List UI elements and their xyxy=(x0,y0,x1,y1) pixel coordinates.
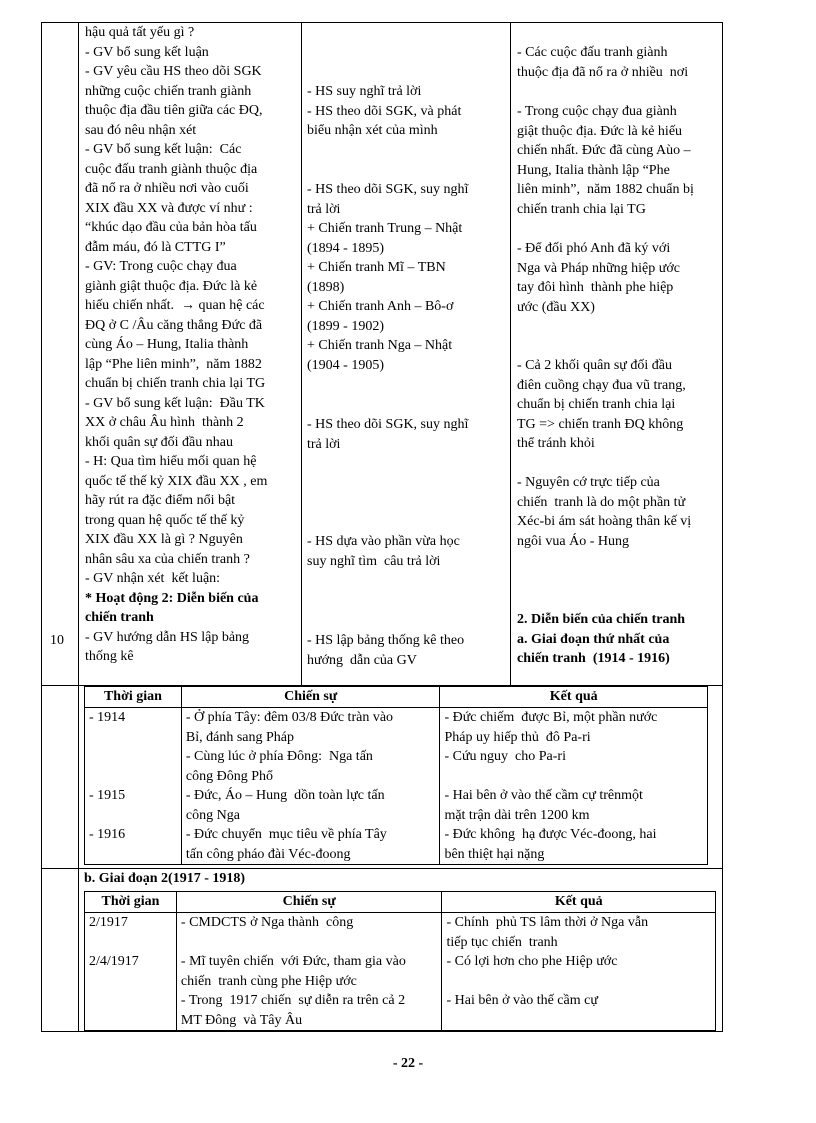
table-row xyxy=(85,786,708,825)
student-line: biểu nhận xét của mình xyxy=(307,123,438,138)
cell-line xyxy=(89,991,172,1011)
student-line: - HS theo dõi SGK, suy nghĩ xyxy=(307,417,469,432)
column-divider xyxy=(78,869,79,1031)
page-number: - 22 - xyxy=(392,1056,424,1071)
cell-result xyxy=(442,913,716,953)
cell-line: - Cứu nguy cho Pa-ri xyxy=(444,749,566,764)
content-line: - Để đối phó Anh đã ký với xyxy=(517,241,671,256)
header-result: Kết quả xyxy=(442,892,716,913)
cell-line: - Hai bên ở vào thế cầm cự xyxy=(446,993,598,1008)
teacher-line: “khúc dạo đầu của bản hòa tấu xyxy=(85,220,257,235)
column-divider xyxy=(301,23,302,685)
student-line: (1904 - 1905) xyxy=(307,357,384,373)
student-activity-block xyxy=(307,180,507,375)
content-line: Hung, Italia thành lập “Phe xyxy=(517,162,670,178)
cell-event xyxy=(181,708,440,748)
teacher-line: - GV bổ sung kết luận: Đầu TK xyxy=(85,395,265,411)
cell-line xyxy=(89,972,172,992)
teacher-line: cuộc đấu tranh giành thuộc địa xyxy=(85,161,258,177)
cell-line xyxy=(89,1011,172,1031)
teacher-tail-2: thống kê xyxy=(85,649,134,664)
cell-line: tiếp tục chiến tranh xyxy=(446,934,558,950)
student-line: + Chiến tranh Mĩ – TBN xyxy=(307,260,446,275)
subsection-b-title: b. Giai đoạn 2(1917 - 1918) xyxy=(84,871,246,886)
cell-event xyxy=(181,786,440,825)
cell-line: - Đức không hạ được Véc-đoong, hai xyxy=(444,827,657,842)
teacher-line: khối quân sự đối đầu nhau xyxy=(85,434,233,450)
teacher-line: đẫm máu, đó là CTTG I” xyxy=(85,239,226,255)
student-line: (1894 - 1895) xyxy=(307,240,384,256)
cell-line: 2/4/1917 xyxy=(89,954,139,969)
teacher-tail-1: - GV hướng dẫn HS lập bảng xyxy=(85,629,250,645)
cell-event xyxy=(176,913,442,953)
teacher-line: sau đó nêu nhận xét xyxy=(85,122,197,138)
content-block xyxy=(517,356,727,454)
cell-time xyxy=(85,786,182,825)
table-row xyxy=(85,913,716,953)
cell-line: MT Đông và Tây Âu xyxy=(180,1012,303,1028)
content-line: điên cuồng chạy đua vũ trang, xyxy=(517,377,686,393)
cell-line: - 1914 xyxy=(89,710,126,725)
row-number: 10 xyxy=(50,633,64,648)
content-line: chiến nhất. Đức đã cùng Aùo – xyxy=(517,143,691,158)
cell-line: - Cùng lúc ở phía Đông: Nga tấn xyxy=(185,749,373,764)
teacher-line: chuẩn bị chiến tranh chia lại TG xyxy=(85,376,266,391)
content-line: chiến tranh chia lại TG xyxy=(517,201,646,217)
cell-result xyxy=(442,991,716,1031)
cell-line xyxy=(446,1011,711,1031)
content-line: ngôi vua Áo - Hung xyxy=(517,533,629,549)
cell-line: Pháp uy hiếp thủ đô Pa-ri xyxy=(444,729,591,745)
cell-time xyxy=(85,913,177,953)
header-events: Chiến sự xyxy=(176,892,442,913)
teacher-activity-column xyxy=(85,23,298,667)
table-row xyxy=(85,825,708,865)
activity-title: * Hoạt động 2: Diễn biến của xyxy=(85,590,259,606)
student-line: + Chiến tranh Anh – Bô-ơ xyxy=(307,299,454,314)
student-line: - HS theo dõi SGK, suy nghĩ xyxy=(307,182,469,197)
cell-line: - Trong 1917 chiến sự diễn ra trên cả 2 xyxy=(180,993,406,1008)
lesson-table xyxy=(41,22,723,686)
content-line: liên minh”, năm 1882 chuẩn bị xyxy=(517,182,694,197)
cell-line xyxy=(89,933,172,953)
cell-line: - Đức, Áo – Hung dồn toàn lực tấn xyxy=(185,788,385,803)
cell-line: mặt trận dài trên 1200 km xyxy=(444,807,590,823)
cell-line: Bỉ, đánh sang Pháp xyxy=(185,729,294,745)
cell-line xyxy=(89,728,177,748)
cell-line xyxy=(89,767,177,787)
student-activity-block xyxy=(307,415,507,454)
teacher-line: đã nổ ra ở nhiều nơi vào cuối xyxy=(85,181,249,196)
column-divider xyxy=(78,686,79,868)
column-divider xyxy=(78,23,79,685)
teacher-line: ĐQ ở C /Âu căng thẳng Đức đã xyxy=(85,317,263,333)
teacher-line: - GV bổ sung kết luận xyxy=(85,44,209,60)
cell-time xyxy=(85,747,182,786)
teacher-line: cùng Áo – Hung, Italia thành xyxy=(85,337,249,352)
teacher-line: quốc tế thế kỷ XIX đầu XX , em xyxy=(85,473,268,489)
cell-line xyxy=(181,933,438,953)
teacher-line: những cuộc chiến tranh giành xyxy=(85,83,252,99)
content-block xyxy=(517,239,727,317)
cell-line: - CMDCTS ở Nga thành công xyxy=(180,915,354,930)
cell-line: - 1916 xyxy=(89,827,126,842)
content-line: TG => chiến tranh ĐQ không xyxy=(517,416,684,432)
subsection-a-title-cont: chiến tranh (1914 - 1916) xyxy=(517,651,670,666)
subsection-a-title: a. Giai đoạn thứ nhất của xyxy=(517,632,670,647)
phase-two-table xyxy=(84,891,716,1031)
content-line: thuộc địa đã nổ ra ở nhiều nơi xyxy=(517,64,689,80)
content-line: Nga và Pháp những hiệp ước xyxy=(517,260,680,276)
cell-line: công Đông Phổ xyxy=(185,768,273,784)
teacher-line: hãy rút ra đặc điểm nổi bật xyxy=(85,493,236,508)
cell-line: - Hai bên ở vào thế cầm cự trênmột xyxy=(444,788,643,803)
header-time: Thời gian xyxy=(85,892,177,913)
teacher-line: trong quan hệ quốc tế thế kỷ xyxy=(85,512,245,528)
column-divider xyxy=(510,23,511,685)
content-line: - Các cuộc đấu tranh giành xyxy=(517,45,668,60)
teacher-line: XIX đầu XX là gì ? Nguyên xyxy=(85,532,243,547)
content-block xyxy=(517,473,727,551)
table-row xyxy=(85,952,716,991)
teacher-line: giành giật thuộc địa. Đức là kẻ xyxy=(85,278,258,294)
header-time: Thời gian xyxy=(85,687,182,708)
cell-time xyxy=(85,825,182,865)
teacher-line: - GV yêu cầu HS theo dõi SGK xyxy=(85,64,262,79)
cell-line xyxy=(444,767,703,787)
cell-line xyxy=(89,806,177,826)
content-block xyxy=(517,102,727,219)
table-row xyxy=(85,747,708,786)
student-line: trả lời xyxy=(307,201,341,217)
student-line: - HS dựa vào phần vừa học xyxy=(307,534,460,549)
content-line: Xéc-bi ám sát hoàng thân kế vị xyxy=(517,514,692,529)
teacher-line: lập “Phe liên minh”, năm 1882 xyxy=(85,356,262,372)
cell-line: tấn công pháo đài Véc-đoong xyxy=(185,846,351,862)
content-line: giật thuộc địa. Đức là kẻ hiếu xyxy=(517,123,683,139)
cell-line: - Đức chuyển mục tiêu về phía Tây xyxy=(185,827,387,842)
cell-line: - Chính phủ TS lâm thời ở Nga vẫn xyxy=(446,915,649,930)
cell-line: bên thiệt hại nặng xyxy=(444,846,545,862)
content-line: chuẩn bị chiến tranh chia lại xyxy=(517,397,676,412)
cell-event xyxy=(181,825,440,865)
teacher-line: nhân sâu xa của chiến tranh ? xyxy=(85,551,250,567)
teacher-line: XX ở châu Âu hình thành 2 xyxy=(85,415,244,430)
cell-event xyxy=(181,747,440,786)
section-title: 2. Diễn biến của chiến tranh xyxy=(517,612,686,627)
cell-result xyxy=(440,825,708,865)
teacher-line: hậu quả tất yếu gì ? xyxy=(85,25,195,40)
student-line: + Chiến tranh Nga – Nhật xyxy=(307,338,453,353)
cell-line: - Có lợi hơn cho phe Hiệp ước xyxy=(446,954,618,969)
cell-line xyxy=(89,845,177,865)
cell-time xyxy=(85,708,182,748)
student-activity-block xyxy=(307,631,507,670)
teacher-line: thuộc địa đầu tiên giữa các ĐQ, xyxy=(85,103,263,118)
student-line: hướng dẫn của GV xyxy=(307,652,417,668)
cell-line: - Ở phía Tây: đêm 03/8 Đức tràn vào xyxy=(185,710,394,725)
cell-line: công Nga xyxy=(185,807,240,823)
student-line: + Chiến tranh Trung – Nhật xyxy=(307,221,463,236)
phase-one-table xyxy=(84,686,708,865)
cell-event xyxy=(176,952,442,991)
cell-line: chiến tranh cùng phe Hiệp ước xyxy=(180,973,357,989)
content-line: - Cả 2 khối quân sự đối đầu xyxy=(517,358,672,373)
cell-result xyxy=(442,952,716,991)
cell-event xyxy=(176,991,442,1031)
student-line: - HS theo dõi SGK, và phát xyxy=(307,103,462,119)
activity-title-cont: chiến tranh xyxy=(85,610,154,625)
cell-line: - 1915 xyxy=(89,788,126,803)
teacher-line: - GV nhận xét kết luận: xyxy=(85,571,221,586)
content-line: ước (đầu XX) xyxy=(517,299,595,315)
student-line: - HS lập bảng thống kê theo xyxy=(307,633,465,648)
cell-line: 2/1917 xyxy=(89,915,128,930)
content-block xyxy=(517,43,727,82)
student-line: (1898) xyxy=(307,279,345,295)
student-activity-block xyxy=(307,82,507,141)
teacher-line: - GV: Trong cuộc chạy đua xyxy=(85,259,237,274)
header-events: Chiến sự xyxy=(181,687,440,708)
cell-line: - Đức chiếm được Bỉ, một phần nước xyxy=(444,710,658,725)
cell-result xyxy=(440,708,708,748)
teacher-lines xyxy=(85,23,298,589)
header-result: Kết quả xyxy=(440,687,708,708)
cell-time xyxy=(85,991,177,1031)
teacher-line: - H: Qua tìm hiểu mối quan hệ xyxy=(85,454,257,469)
cell-result xyxy=(440,786,708,825)
student-line: suy nghĩ tìm câu trả lời xyxy=(307,553,441,569)
table-row xyxy=(85,708,708,748)
content-line: - Trong cuộc chạy đua giành xyxy=(517,104,677,119)
cell-time xyxy=(85,952,177,991)
student-line: trả lời xyxy=(307,436,341,452)
cell-line xyxy=(89,747,177,767)
content-line: - Nguyên cớ trực tiếp của xyxy=(517,475,660,490)
content-line: thể tránh khỏi xyxy=(517,436,595,451)
cell-line: - Mĩ tuyên chiến với Đức, tham gia vào xyxy=(180,954,406,969)
teacher-line: hiếu chiến nhất. → quan hệ các xyxy=(85,298,265,313)
student-line: - HS suy nghĩ trả lời xyxy=(307,84,422,99)
content-line: tay đôi hình thành phe hiệp xyxy=(517,280,674,295)
student-line: (1899 - 1902) xyxy=(307,318,384,334)
cell-result xyxy=(440,747,708,786)
teacher-line: XIX đầu XX và được ví như : xyxy=(85,200,253,216)
cell-line xyxy=(446,972,711,992)
teacher-line: - GV bổ sung kết luận: Các xyxy=(85,142,242,157)
content-line: chiến tranh là do một phần tử xyxy=(517,494,686,510)
table-row xyxy=(85,991,716,1031)
student-activity-block xyxy=(307,532,507,571)
